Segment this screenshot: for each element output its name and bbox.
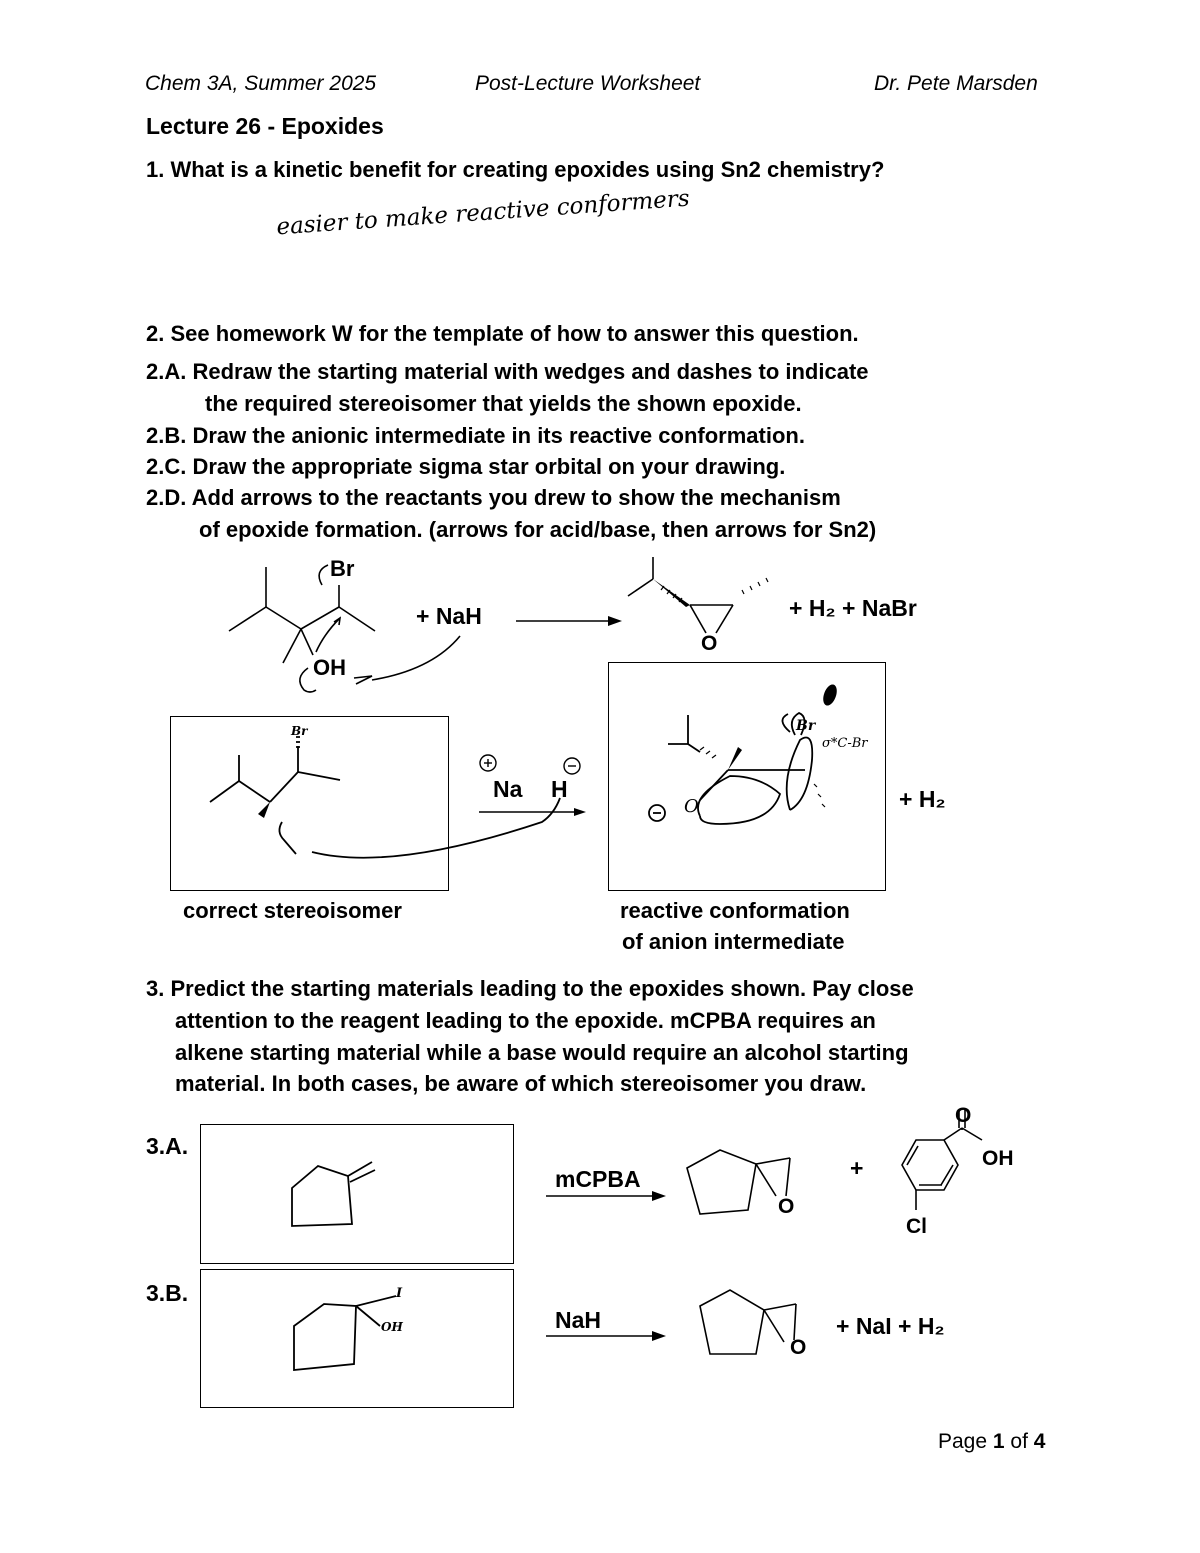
question-3-line2: attention to the reagent leading to the epoxide. mCPBA requires an [175,1008,876,1033]
handwritten-answer-1: easier to make reactive conformers [275,185,691,241]
question-2d-line1: 2.D. Add arrows to the reactants you drew to show the mechanism [146,485,841,510]
course-title: Chem 3A, Summer 2025 [145,72,377,95]
question-3-line4: material. In both cases, be aware of which stereoisomer you draw. [175,1071,867,1096]
oh-label: OH [313,655,346,680]
question-2b: 2.B. Draw the anionic intermediate in its reactive conformation. [146,423,805,448]
question-2a-line1: 2.A. Redraw the starting material with wedges and dashes to indicate [146,359,869,384]
hand-iodine-label: I [396,1286,403,1301]
epoxide-oxygen: O [701,632,718,655]
hand-oh-label: OH [381,1320,403,1334]
h-label: H [551,776,568,802]
page-number: 1 [992,1430,1005,1453]
spiro-epoxide-3a [687,1150,790,1214]
hand-oxygen-anion: O [684,796,699,817]
page-of: of [1010,1430,1028,1453]
hand-br-label: Br [291,724,308,738]
worksheet-title: Post-Lecture Worksheet [475,72,701,95]
instructor-name: Dr. Pete Marsden [874,72,1038,95]
reagent-nah-3b: NaH [555,1307,602,1333]
na-label: Na [493,776,523,802]
reagent-mcpba: mCPBA [555,1166,641,1192]
epoxide-3b-oxygen: O [790,1336,807,1359]
spiro-epoxide-3b [700,1290,796,1354]
reagent-nah: + NaH [416,603,482,629]
question-1: 1. What is a kinetic benefit for creating epoxides using Sn2 chemistry? [146,157,885,182]
label-3b: 3.B. [146,1280,189,1306]
question-3-line3: alkene starting material while a base would require an alcohol starting [175,1040,909,1065]
acid-carbonyl-oxygen: O [955,1104,972,1127]
caption-reactive-conformation: reactive conformation [620,898,850,923]
br-label: Br [330,556,355,581]
acid-oh: OH [982,1147,1014,1170]
products-nai-h2: + NaI + H₂ [836,1313,945,1339]
handwritten-methylenecyclopentane [292,1162,375,1226]
hand-sigma-star: σ*C-Br [822,736,868,751]
hand-br-anion: Br [796,718,816,734]
label-3a: 3.A. [146,1133,189,1159]
page-prefix: Page [938,1430,988,1453]
page-total: 4 [1033,1430,1046,1453]
lecture-title: Lecture 26 - Epoxides [146,113,384,139]
page-indicator [938,1430,1045,1454]
epoxide-3a-oxygen: O [778,1195,795,1218]
question-2c: 2.C. Draw the appropriate sigma star orbital on your drawing. [146,454,786,479]
question-2-intro: 2. See homework W for the template of how to answer this question. [146,321,859,346]
question-2d-line2: of epoxide formation. (arrows for acid/base, then arrows for Sn2) [199,517,877,542]
caption-correct-stereoisomer: correct stereoisomer [183,898,402,923]
caption-anion-intermediate: of anion intermediate [622,929,845,954]
plus-h2-label: + H₂ [899,786,946,812]
acid-chlorine: Cl [906,1215,927,1238]
question-3-line1: 3. Predict the starting materials leading to the epoxides shown. Pay close [146,976,914,1001]
products-h2-nabr: + H₂ + NaBr [789,595,917,621]
plus-3a: + [850,1155,864,1181]
question-2a-line2: the required stereoisomer that yields the shown epoxide. [205,391,802,416]
